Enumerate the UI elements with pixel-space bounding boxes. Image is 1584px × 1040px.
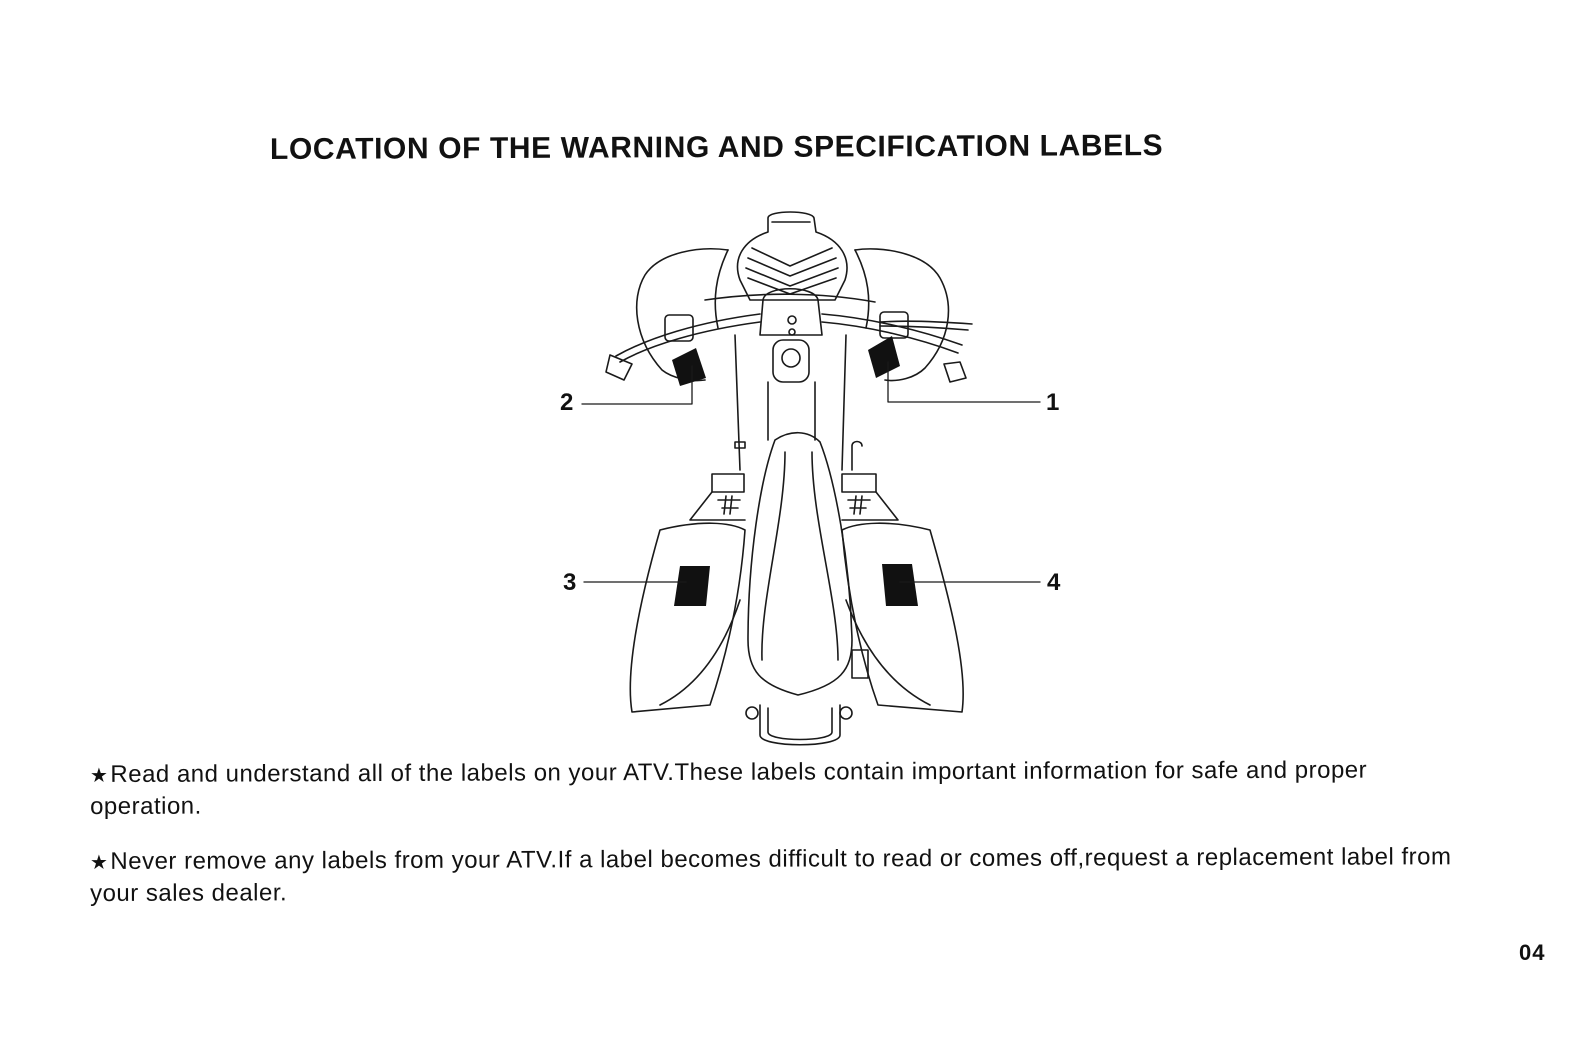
atv-label-diagram <box>540 205 1080 755</box>
callout-number-3: 3 <box>563 569 577 596</box>
leader-line-2 <box>582 366 692 404</box>
atv-body-outline <box>606 212 972 745</box>
star-bullet-icon: ★ <box>89 762 109 787</box>
note-never-remove-labels <box>90 841 1460 909</box>
leader-line-1 <box>888 362 1040 402</box>
page-number: 04 <box>1519 940 1546 965</box>
callout-number-1: 1 <box>1046 389 1060 416</box>
label-1-patch <box>868 336 900 378</box>
callout-number-4: 4 <box>1047 569 1061 596</box>
note-read-labels <box>90 754 1460 822</box>
callout-number-2: 2 <box>560 389 574 416</box>
note-text: Read and understand all of the labels on your ATV.These labels contain important information for safe and proper operation. <box>90 756 1368 820</box>
star-bullet-icon: ★ <box>89 849 109 874</box>
page-title: LOCATION OF THE WARNING AND SPECIFICATION LABELS <box>269 129 1164 166</box>
note-text: Never remove any labels from your ATV.If a label becomes difficult to read or comes off,request a replacement label from your sales dealer. <box>90 843 1452 907</box>
label-4-patch <box>882 564 918 606</box>
label-3-patch <box>674 566 710 606</box>
